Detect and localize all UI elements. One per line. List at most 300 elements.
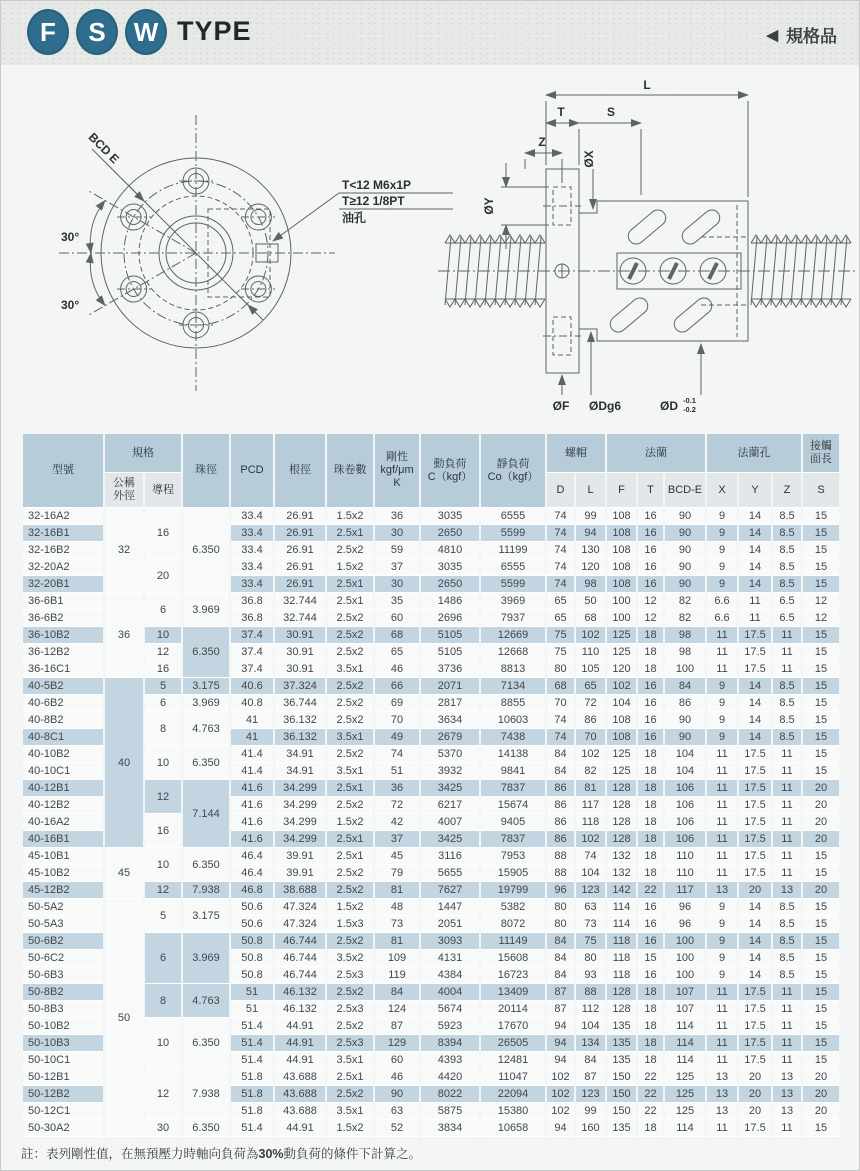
table-cell: 86	[547, 780, 574, 797]
table-cell: 41.4	[231, 746, 273, 763]
table-cell: 110	[576, 644, 605, 661]
table-cell: 104	[665, 746, 705, 763]
table-cell: 11	[707, 627, 737, 644]
table-cell: 15	[803, 508, 839, 525]
table-cell: 3.969	[183, 593, 229, 627]
table-cell: 18	[638, 1018, 663, 1035]
table-cell: 75	[547, 644, 574, 661]
table-cell: 30	[375, 525, 419, 542]
table-cell: 5875	[421, 1103, 479, 1120]
table-cell: 11	[707, 1001, 737, 1018]
table-cell: 16	[638, 899, 663, 916]
table-cell: 17.5	[739, 1120, 771, 1137]
col-group-flange: 法蘭	[607, 434, 705, 473]
table-cell: 1.5x2	[327, 814, 373, 831]
angle-30-top-label: 30°	[61, 230, 80, 244]
table-cell: 13409	[481, 984, 545, 1001]
table-row	[23, 559, 839, 576]
table-cell: 11	[707, 1052, 737, 1069]
table-cell: 26.91	[275, 542, 325, 559]
table-cell: 94	[547, 1052, 574, 1069]
table-cell: 16	[638, 525, 663, 542]
table-cell: 36.8	[231, 610, 273, 627]
table-cell: 125	[607, 746, 636, 763]
table-cell: 75	[547, 627, 574, 644]
table-cell: 18	[638, 1052, 663, 1069]
col-y: Y	[739, 473, 771, 508]
table-cell: 51.8	[231, 1069, 273, 1086]
table-cell: 8	[145, 984, 181, 1018]
table-cell: 16	[145, 661, 181, 678]
table-cell: 20114	[481, 1001, 545, 1018]
table-cell: 40.8	[231, 695, 273, 712]
table-cell: 3.5x1	[327, 729, 373, 746]
table-row	[23, 814, 839, 831]
table-cell: 46.744	[275, 933, 325, 950]
table-cell: 8072	[481, 916, 545, 933]
table-cell: 6217	[421, 797, 479, 814]
table-cell: 26505	[481, 1035, 545, 1052]
table-cell: 3.5x2	[327, 950, 373, 967]
table-row	[23, 882, 839, 899]
page-title: TYPE	[177, 16, 252, 46]
table-cell: 75	[576, 933, 605, 950]
table-cell: 50-6B2	[23, 933, 103, 950]
table-row	[23, 1069, 839, 1086]
table-cell: 11	[773, 1035, 801, 1052]
table-cell: 102	[547, 1086, 574, 1103]
table-cell: 11	[773, 746, 801, 763]
table-cell: 7937	[481, 610, 545, 627]
table-cell: 15	[803, 984, 839, 1001]
table-cell: 46.8	[231, 882, 273, 899]
table-cell: 15	[803, 746, 839, 763]
table-cell: 40-16B1	[23, 831, 103, 848]
table-cell: 84	[547, 933, 574, 950]
table-cell: 15	[803, 576, 839, 593]
table-cell: 11	[773, 865, 801, 882]
table-cell: 14	[739, 678, 771, 695]
table-cell: 5599	[481, 525, 545, 542]
table-cell: 102	[576, 627, 605, 644]
col-rigidity: 剛性 kgf/μm K	[375, 434, 419, 508]
table-cell: 6.350	[183, 848, 229, 882]
dim-s-label: S	[606, 105, 616, 119]
table-cell: 88	[576, 984, 605, 1001]
table-cell: 2.5x1	[327, 1069, 373, 1086]
table-cell: 9	[707, 525, 737, 542]
table-cell: 2.5x1	[327, 848, 373, 865]
table-row	[23, 780, 839, 797]
table-cell: 36-10B2	[23, 627, 103, 644]
table-cell: 5	[145, 678, 181, 695]
table-cell: 11	[773, 797, 801, 814]
table-cell: 41	[231, 729, 273, 746]
table-cell: 41.4	[231, 763, 273, 780]
col-t: T	[638, 473, 663, 508]
table-cell: 50.8	[231, 950, 273, 967]
table-cell: 32-20B1	[23, 576, 103, 593]
table-cell: 84	[547, 950, 574, 967]
table-cell: 51.4	[231, 1018, 273, 1035]
table-cell: 9	[707, 712, 737, 729]
table-cell: 16	[638, 559, 663, 576]
table-cell: 15	[803, 916, 839, 933]
table-cell: 30	[145, 1120, 181, 1137]
table-cell: 84	[375, 984, 419, 1001]
table-cell: 128	[607, 780, 636, 797]
table-cell: 11	[707, 763, 737, 780]
table-cell: 128	[607, 1001, 636, 1018]
table-cell: 107	[665, 1001, 705, 1018]
table-cell: 18	[638, 1120, 663, 1137]
table-cell: 98	[576, 576, 605, 593]
table-cell: 36	[375, 780, 419, 797]
table-cell: 94	[547, 1035, 574, 1052]
table-cell: 114	[607, 916, 636, 933]
table-cell: 81	[375, 882, 419, 899]
table-cell: 2.5x2	[327, 610, 373, 627]
table-cell: 12	[803, 610, 839, 627]
table-cell: 84	[547, 967, 574, 984]
table-cell: 15	[803, 661, 839, 678]
table-cell: 5923	[421, 1018, 479, 1035]
table-cell: 46.4	[231, 848, 273, 865]
table-cell: 50.8	[231, 933, 273, 950]
table-cell: 46.744	[275, 967, 325, 984]
table-cell: 74	[547, 559, 574, 576]
table-cell: 3634	[421, 712, 479, 729]
table-cell: 11	[739, 593, 771, 610]
table-cell: 6	[145, 695, 181, 712]
table-cell: 16	[145, 814, 181, 848]
table-cell: 11	[707, 1035, 737, 1052]
col-circuits: 珠卷數	[327, 434, 373, 508]
table-cell: 41.6	[231, 831, 273, 848]
table-cell: 15	[803, 644, 839, 661]
table-cell: 5105	[421, 644, 479, 661]
table-cell: 14	[739, 916, 771, 933]
table-cell: 6	[145, 933, 181, 984]
table-cell: 2650	[421, 576, 479, 593]
table-cell: 65	[547, 610, 574, 627]
table-cell: 15	[803, 525, 839, 542]
table-cell: 14	[739, 576, 771, 593]
table-cell: 13	[707, 1086, 737, 1103]
table-cell: 46.132	[275, 984, 325, 1001]
table-cell: 15608	[481, 950, 545, 967]
table-cell: 17.5	[739, 780, 771, 797]
col-root-dia: 根徑	[275, 434, 325, 508]
table-cell: 6.350	[183, 1120, 229, 1137]
table-cell: 8855	[481, 695, 545, 712]
table-cell: 118	[607, 950, 636, 967]
table-cell: 32-20A2	[23, 559, 103, 576]
table-row	[23, 661, 839, 678]
table-cell: 11	[773, 644, 801, 661]
table-cell: 8813	[481, 661, 545, 678]
table-cell: 80	[547, 661, 574, 678]
table-cell: 50-5A2	[23, 899, 103, 916]
col-group-flange-holes: 法蘭孔	[707, 434, 801, 473]
table-cell: 106	[665, 797, 705, 814]
table-cell: 88	[547, 848, 574, 865]
table-cell: 34.91	[275, 763, 325, 780]
table-cell: 50-12B1	[23, 1069, 103, 1086]
table-cell: 26.91	[275, 508, 325, 525]
table-cell: 84	[576, 1052, 605, 1069]
table-cell: 7627	[421, 882, 479, 899]
table-cell: 40-12B1	[23, 780, 103, 797]
table-cell: 2.5x1	[327, 831, 373, 848]
table-cell: 16	[638, 933, 663, 950]
table-cell: 11	[773, 661, 801, 678]
table-cell: 100	[665, 933, 705, 950]
table-cell: 22	[638, 1103, 663, 1120]
table-cell: 15	[803, 1001, 839, 1018]
col-ball-dia: 珠徑	[183, 434, 229, 508]
table-cell: 9	[707, 559, 737, 576]
nut-section-view	[438, 78, 858, 414]
table-cell: 6555	[481, 508, 545, 525]
table-cell: 5655	[421, 865, 479, 882]
table-cell: 8.5	[773, 695, 801, 712]
table-cell: 8.5	[773, 950, 801, 967]
table-cell: 15	[803, 1120, 839, 1137]
table-cell: 15	[803, 729, 839, 746]
table-cell: 100	[607, 610, 636, 627]
table-cell: 33.4	[231, 559, 273, 576]
table-cell: 37	[375, 831, 419, 848]
table-cell: 125	[607, 627, 636, 644]
table-row	[23, 712, 839, 729]
table-cell: 2.5x2	[327, 1018, 373, 1035]
table-cell: 36	[105, 593, 143, 678]
table-cell: 30.91	[275, 661, 325, 678]
table-cell: 84	[547, 746, 574, 763]
table-cell: 8.5	[773, 899, 801, 916]
table-cell: 17.5	[739, 644, 771, 661]
table-row	[23, 1120, 839, 1137]
table-cell: 9	[707, 899, 737, 916]
table-cell: 20	[803, 831, 839, 848]
table-cell: 16	[638, 576, 663, 593]
table-cell: 50-6B3	[23, 967, 103, 984]
table-cell: 7134	[481, 678, 545, 695]
table-cell: 129	[375, 1035, 419, 1052]
table-cell: 125	[607, 763, 636, 780]
table-cell: 125	[665, 1069, 705, 1086]
table-cell: 4.763	[183, 712, 229, 746]
table-cell: 15	[803, 542, 839, 559]
table-cell: 2071	[421, 678, 479, 695]
table-cell: 50-6C2	[23, 950, 103, 967]
table-cell: 17670	[481, 1018, 545, 1035]
table-cell: 6.6	[707, 610, 737, 627]
table-cell: 15	[803, 950, 839, 967]
table-cell: 18	[638, 780, 663, 797]
table-cell: 30.91	[275, 644, 325, 661]
table-cell: 2.5x3	[327, 1001, 373, 1018]
table-cell: 108	[607, 542, 636, 559]
table-cell: 40-8C1	[23, 729, 103, 746]
table-cell: 7.938	[183, 882, 229, 899]
table-row	[23, 678, 839, 695]
table-cell: 37.4	[231, 627, 273, 644]
table-cell: 51.4	[231, 1035, 273, 1052]
table-cell: 132	[607, 848, 636, 865]
table-cell: 2051	[421, 916, 479, 933]
table-cell: 3.969	[183, 695, 229, 712]
table-row	[23, 593, 839, 610]
table-cell: 13	[707, 1069, 737, 1086]
table-cell: 41	[231, 712, 273, 729]
table-cell: 7.144	[183, 780, 229, 848]
table-cell: 14	[739, 967, 771, 984]
table-cell: 86	[547, 814, 574, 831]
table-cell: 2696	[421, 610, 479, 627]
table-cell: 94	[547, 1018, 574, 1035]
table-cell: 9	[707, 508, 737, 525]
table-cell: 6.6	[707, 593, 737, 610]
table-cell: 2.5x2	[327, 542, 373, 559]
table-cell: 16	[145, 508, 181, 559]
table-cell: 45	[375, 848, 419, 865]
table-cell: 46	[375, 1069, 419, 1086]
table-cell: 36-12B2	[23, 644, 103, 661]
table-cell: 128	[607, 797, 636, 814]
table-cell: 90	[665, 542, 705, 559]
angle-30-bottom-label: 30°	[61, 298, 80, 312]
table-cell: 50	[105, 899, 143, 1137]
table-cell: 102	[547, 1069, 574, 1086]
spec-product-tag	[766, 22, 837, 47]
table-cell: 108	[607, 576, 636, 593]
table-cell: 118	[607, 967, 636, 984]
table-cell: 11	[707, 797, 737, 814]
table-cell: 98	[665, 627, 705, 644]
table-cell: 2679	[421, 729, 479, 746]
table-cell: 9	[707, 678, 737, 695]
table-cell: 11	[773, 831, 801, 848]
table-cell: 135	[607, 1052, 636, 1069]
table-cell: 50	[576, 593, 605, 610]
table-cell: 13	[773, 882, 801, 899]
table-row	[23, 1018, 839, 1035]
table-cell: 35	[375, 593, 419, 610]
table-cell: 17.5	[739, 746, 771, 763]
dim-dg6-label: ØDg6	[588, 399, 622, 413]
table-cell: 74	[547, 729, 574, 746]
dim-d-tol-upper: -0.1	[683, 396, 696, 405]
table-cell: 15	[803, 763, 839, 780]
table-cell: 135	[607, 1120, 636, 1137]
table-row	[23, 627, 839, 644]
table-cell: 17.5	[739, 627, 771, 644]
table-cell: 36.132	[275, 729, 325, 746]
table-cell: 110	[665, 865, 705, 882]
table-row	[23, 644, 839, 661]
col-group-spec: 規格	[105, 434, 181, 473]
table-cell: 41.6	[231, 814, 273, 831]
table-cell: 41.6	[231, 780, 273, 797]
table-cell: 8	[145, 712, 181, 746]
table-cell: 128	[607, 831, 636, 848]
table-cell: 52	[375, 1120, 419, 1137]
table-cell: 51.8	[231, 1103, 273, 1120]
table-cell: 86	[547, 831, 574, 848]
table-cell: 73	[375, 916, 419, 933]
table-cell: 20	[739, 1069, 771, 1086]
table-cell: 11	[707, 984, 737, 1001]
table-cell: 15	[803, 695, 839, 712]
col-l: L	[576, 473, 605, 508]
table-cell: 99	[576, 1103, 605, 1120]
table-cell: 11	[707, 644, 737, 661]
table-cell: 15	[638, 950, 663, 967]
table-cell: 11	[773, 1052, 801, 1069]
table-cell: 33.4	[231, 525, 273, 542]
table-cell: 20	[803, 1103, 839, 1120]
table-cell: 15	[803, 1018, 839, 1035]
table-cell: 16	[638, 712, 663, 729]
left-triangle-icon: ◀	[766, 26, 778, 44]
table-cell: 37	[375, 559, 419, 576]
table-cell: 100	[607, 593, 636, 610]
table-cell: 104	[576, 1018, 605, 1035]
table-cell: 114	[665, 1018, 705, 1035]
table-cell: 51	[375, 763, 419, 780]
table-cell: 16	[638, 916, 663, 933]
table-cell: 12481	[481, 1052, 545, 1069]
table-cell: 90	[665, 525, 705, 542]
table-cell: 37.4	[231, 661, 273, 678]
table-cell: 15	[803, 559, 839, 576]
table-cell: 11047	[481, 1069, 545, 1086]
table-cell: 11	[773, 814, 801, 831]
col-x: X	[707, 473, 737, 508]
table-cell: 114	[665, 1120, 705, 1137]
table-cell: 106	[665, 814, 705, 831]
table-cell: 128	[607, 814, 636, 831]
table-cell: 48	[375, 899, 419, 916]
table-cell: 114	[665, 1052, 705, 1069]
table-cell: 11	[773, 763, 801, 780]
col-pcd: PCD	[231, 434, 273, 508]
table-cell: 18	[638, 627, 663, 644]
table-cell: 11	[707, 865, 737, 882]
table-cell: 7.938	[183, 1069, 229, 1120]
table-cell: 65	[547, 593, 574, 610]
table-cell: 106	[665, 780, 705, 797]
table-cell: 12	[145, 882, 181, 899]
table-cell: 125	[607, 644, 636, 661]
table-cell: 1486	[421, 593, 479, 610]
table-cell: 3.5x1	[327, 1103, 373, 1120]
table-cell: 18	[638, 1035, 663, 1052]
table-cell: 34.299	[275, 780, 325, 797]
table-cell: 20	[739, 1103, 771, 1120]
table-cell: 32-16B2	[23, 542, 103, 559]
table-cell: 18	[638, 848, 663, 865]
table-cell: 74	[576, 848, 605, 865]
dimension-lines	[482, 78, 748, 414]
table-cell: 124	[375, 1001, 419, 1018]
col-group-nut: 螺帽	[547, 434, 605, 473]
table-cell: 33.4	[231, 542, 273, 559]
table-cell: 114	[607, 899, 636, 916]
table-cell: 30	[375, 576, 419, 593]
